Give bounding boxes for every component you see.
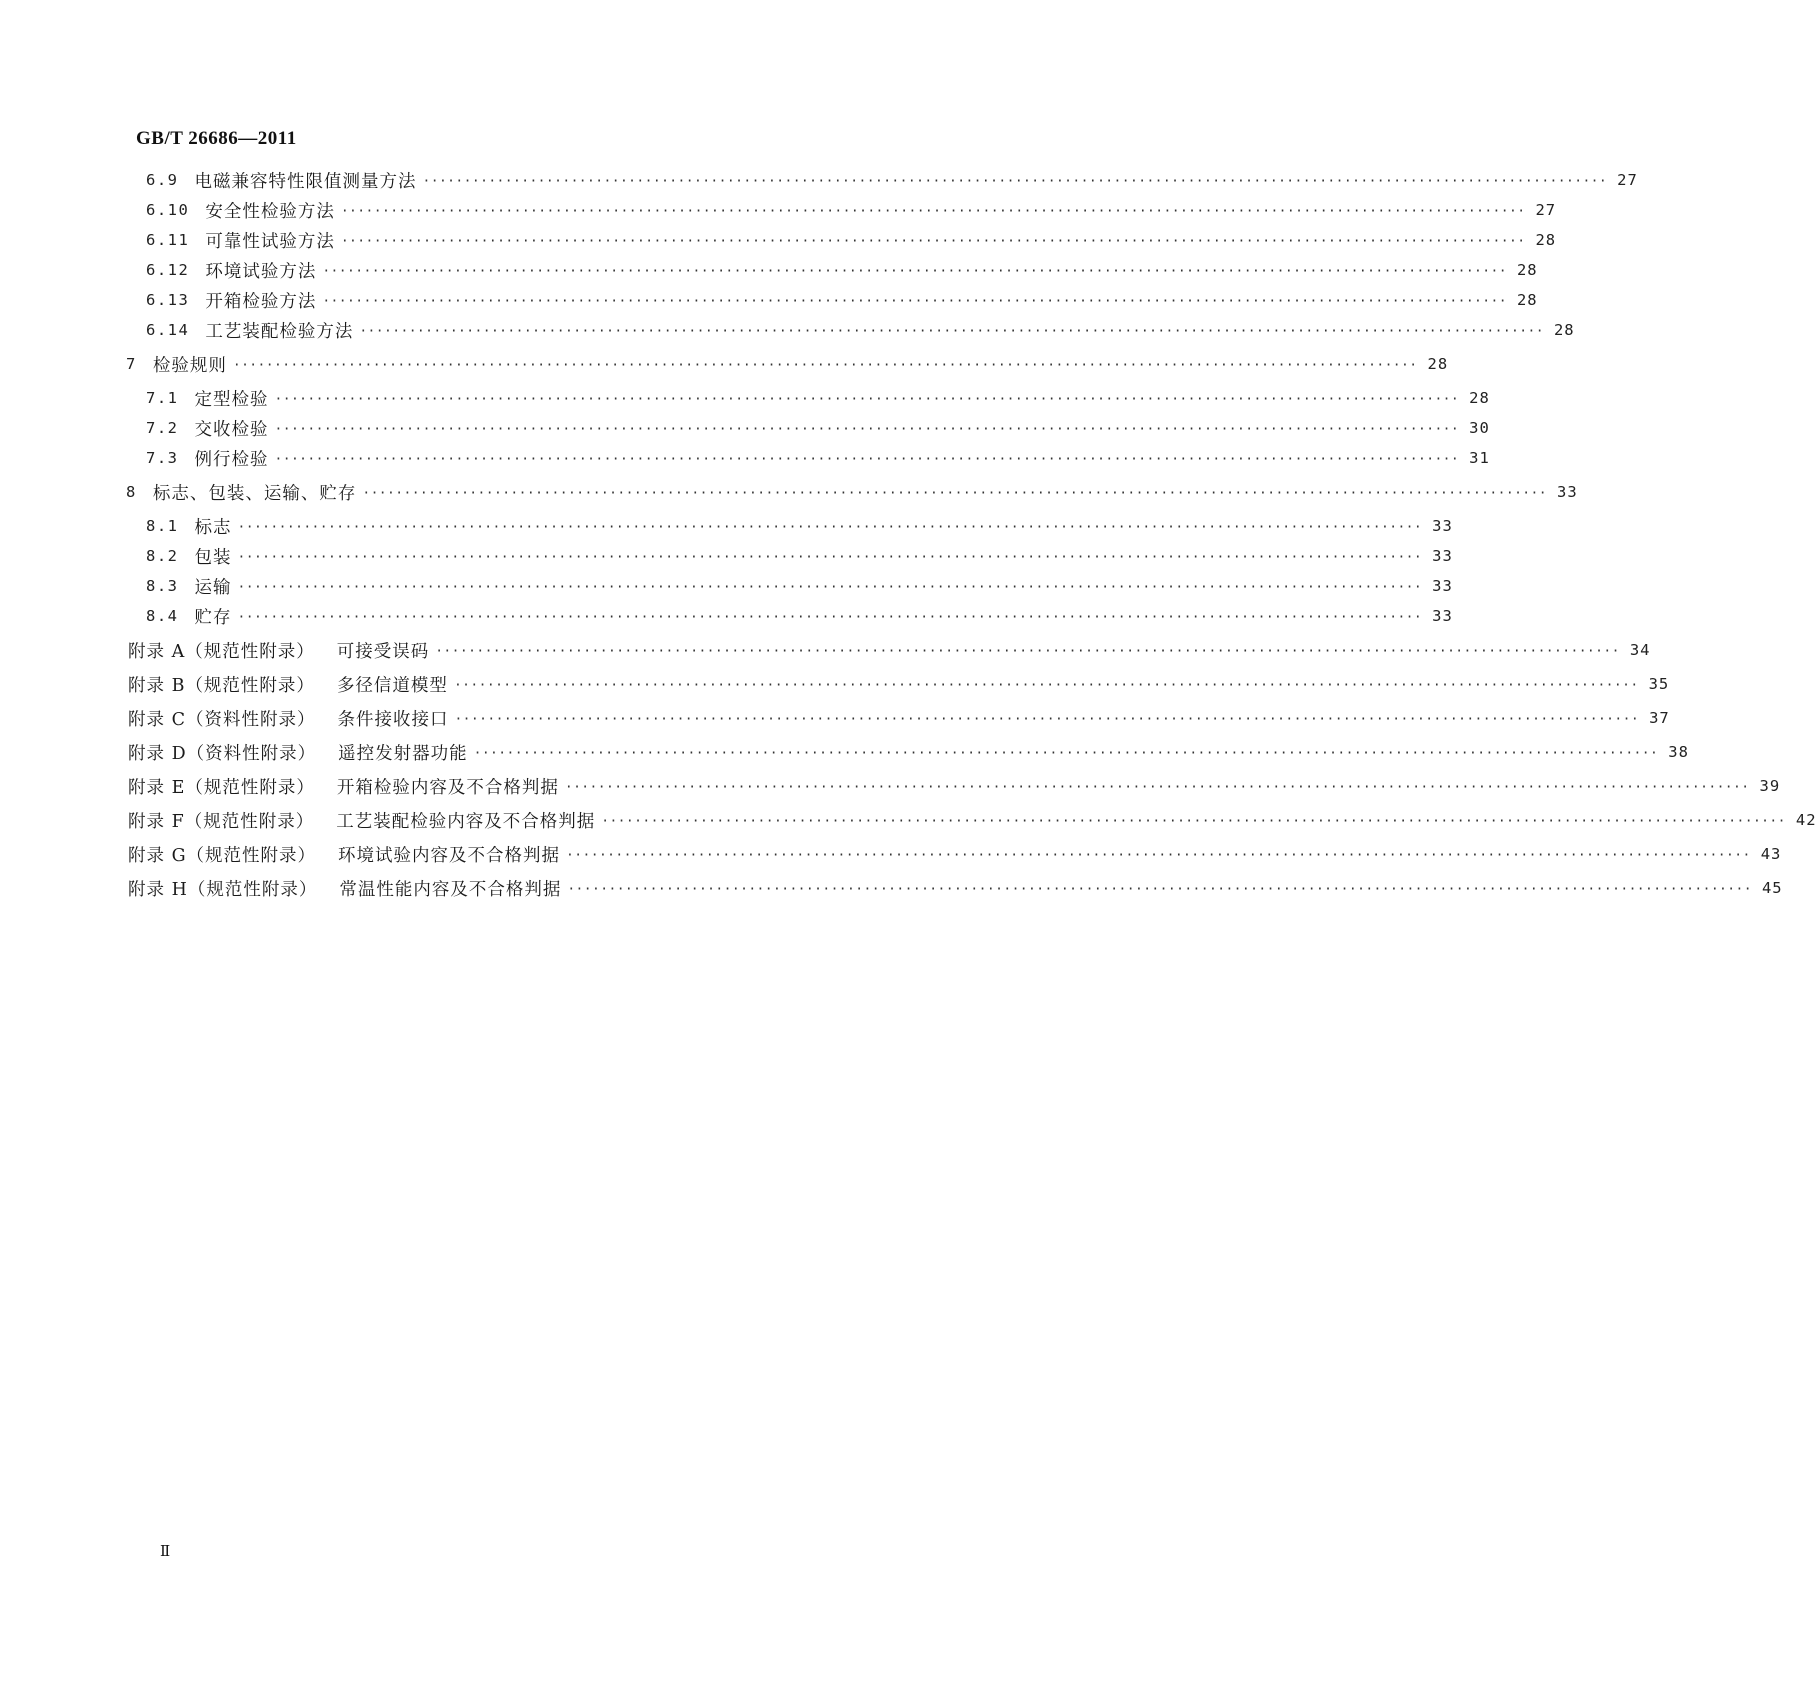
toc-entry-8-4[interactable]: [146, 602, 1453, 630]
dot-leader: ················································································································································: [322, 263, 1507, 279]
toc-entry-number: 8.3: [146, 577, 179, 595]
toc-entry-number: 6.12: [146, 261, 190, 279]
toc-entry-page: 28: [1553, 321, 1575, 339]
toc-entry-number: 7: [126, 355, 137, 373]
dot-leader: ················································································································································: [274, 391, 1460, 407]
toc-entry-6-10[interactable]: [146, 196, 1557, 224]
dot-leader: ················································································································································: [362, 485, 1547, 501]
dot-leader: ················································································································································: [340, 233, 1526, 249]
toc-appendix-e[interactable]: [128, 772, 1781, 800]
toc-entry-page: 33: [1556, 483, 1578, 501]
toc-entry-number: 6.13: [146, 291, 190, 309]
toc-entry-title: 标志、包装、运输、贮存: [152, 483, 357, 504]
dot-leader: ················································································································································: [322, 293, 1507, 309]
dot-leader: ················································································································································: [237, 549, 1423, 565]
dot-leader: ················································································································································: [237, 609, 1423, 625]
toc-entry-number: 7.2: [146, 419, 179, 437]
appendix-label: 附录 G: [128, 845, 187, 866]
dot-leader: ················································································································································: [274, 421, 1460, 437]
dot-leader: ················································································································································: [422, 173, 1608, 189]
toc-entry-title: 例行检验: [194, 449, 269, 470]
toc-entry-number: 8.2: [146, 547, 179, 565]
standard-id-header: GB/T 26686—2011: [136, 128, 297, 149]
toc-entry-number: 6.9: [146, 171, 179, 189]
page-number: Ⅱ: [160, 1542, 171, 1560]
dot-leader: ················································································································································: [473, 745, 1659, 761]
toc-entry-title: 定型检验: [194, 389, 269, 410]
appendix-title: 条件接收接口: [337, 709, 449, 730]
dot-leader: ················································································································································: [567, 881, 1752, 897]
appendix-page: 39: [1759, 777, 1781, 795]
appendix-kind: （规范性附录）: [187, 879, 318, 900]
toc-entry-page: 33: [1432, 547, 1453, 565]
toc-entry-8-2[interactable]: [146, 542, 1453, 570]
toc-entry-8[interactable]: [126, 478, 1578, 506]
toc-entry-page: 33: [1432, 577, 1453, 595]
toc-entry-6-9[interactable]: [146, 166, 1638, 194]
appendix-page: 37: [1649, 709, 1670, 727]
toc-entry-6-11[interactable]: [146, 226, 1557, 254]
dot-leader: ················································································································································: [232, 357, 1418, 373]
toc-appendix-a[interactable]: [128, 636, 1651, 664]
toc-entry-8-1[interactable]: [146, 512, 1453, 540]
toc-entry-number: 7.1: [146, 389, 179, 407]
toc-entry-6-12[interactable]: [146, 256, 1538, 284]
appendix-page: 42: [1795, 811, 1817, 829]
toc-entry-page: 28: [1469, 389, 1490, 407]
toc-appendix-h[interactable]: [128, 874, 1783, 902]
toc-entry-page: 28: [1427, 355, 1449, 373]
dot-leader: ················································································································································: [435, 643, 1620, 659]
dot-leader: ················································································································································: [340, 203, 1526, 219]
toc-entry-6-13[interactable]: [146, 286, 1538, 314]
toc-entry-page: 27: [1617, 171, 1638, 189]
toc-entry-page: 28: [1535, 231, 1557, 249]
toc-entry-page: 28: [1516, 261, 1538, 279]
appendix-title: 可接受误码: [336, 641, 430, 662]
appendix-kind: （资料性附录）: [185, 709, 316, 730]
toc-appendix-c[interactable]: [128, 704, 1670, 732]
appendix-kind: （规范性附录）: [185, 777, 315, 798]
toc-entry-number: 6.11: [146, 231, 190, 249]
dot-leader: ················································································································································: [237, 519, 1423, 535]
toc-entry-title: 工艺装配检验方法: [205, 321, 354, 342]
appendix-title: 开箱检验内容及不合格判据: [336, 777, 559, 798]
appendix-label: 附录 B: [128, 675, 186, 696]
toc-entry-title: 电磁兼容特性限值测量方法: [194, 171, 417, 192]
toc-entry-title: 安全性检验方法: [205, 201, 335, 222]
dot-leader: ················································································································································: [454, 711, 1640, 727]
toc-entry-7[interactable]: [126, 350, 1449, 378]
appendix-label: 附录 H: [128, 879, 188, 900]
toc-entry-number: 6.14: [146, 321, 190, 339]
toc-entry-title: 可靠性试验方法: [205, 231, 335, 252]
toc-entry-title: 包装: [194, 547, 232, 568]
toc-appendix-f[interactable]: [128, 806, 1817, 834]
appendix-title: 常温性能内容及不合格判据: [339, 879, 562, 900]
toc-entry-title: 环境试验方法: [205, 261, 317, 282]
appendix-page: 38: [1668, 743, 1689, 761]
toc-entry-title: 开箱检验方法: [205, 291, 317, 312]
toc-entry-page: 31: [1469, 449, 1490, 467]
dot-leader: ················································································································································: [237, 579, 1423, 595]
toc-entry-title: 运输: [194, 577, 232, 598]
toc-entry-6-14[interactable]: [146, 316, 1575, 344]
toc-entry-7-2[interactable]: [146, 414, 1490, 442]
appendix-kind: （规范性附录）: [186, 845, 317, 866]
appendix-kind: （规范性附录）: [185, 675, 315, 696]
appendix-kind: （资料性附录）: [186, 743, 317, 764]
toc-entry-number: 7.3: [146, 449, 179, 467]
toc-appendix-b[interactable]: [128, 670, 1670, 698]
toc-entry-title: 标志: [194, 517, 232, 538]
appendix-title: 遥控发射器功能: [338, 743, 468, 764]
dot-leader: ················································································································································: [274, 451, 1460, 467]
toc-entry-number: 6.10: [146, 201, 190, 219]
toc-entry-title: 检验规则: [152, 355, 227, 376]
toc-entry-number: 8: [126, 483, 137, 501]
dot-leader: ················································································································································: [359, 323, 1544, 339]
appendix-title: 环境试验内容及不合格判据: [338, 845, 561, 866]
appendix-label: 附录 D: [128, 743, 187, 764]
appendix-page: 34: [1629, 641, 1651, 659]
dot-leader: ················································································································································: [601, 813, 1786, 829]
appendix-label: 附录 E: [128, 777, 186, 798]
appendix-title: 多径信道模型: [336, 675, 448, 696]
toc-entry-number: 8.1: [146, 517, 179, 535]
toc-entry-page: 27: [1535, 201, 1557, 219]
toc-entry-7-3[interactable]: [146, 444, 1490, 472]
appendix-title: 工艺装配检验内容及不合格判据: [336, 811, 596, 832]
toc-appendix-g[interactable]: [128, 840, 1782, 868]
appendix-kind: （规范性附录）: [185, 641, 315, 662]
toc-entry-page: 28: [1516, 291, 1538, 309]
appendix-page: 35: [1648, 675, 1670, 693]
toc-appendix-d[interactable]: [128, 738, 1689, 766]
toc-entry-7-1[interactable]: [146, 384, 1490, 412]
dot-leader: ················································································································································: [566, 847, 1751, 863]
dot-leader: ················································································································································: [453, 677, 1639, 693]
appendix-kind: （规范性附录）: [184, 811, 315, 832]
dot-leader: ················································································································································: [564, 779, 1750, 795]
appendix-label: 附录 C: [128, 709, 186, 730]
appendix-label: 附录 F: [128, 811, 185, 832]
toc-entry-title: 贮存: [194, 607, 232, 628]
appendix-page: 45: [1761, 879, 1783, 897]
appendix-page: 43: [1760, 845, 1782, 863]
toc-entry-page: 30: [1469, 419, 1490, 437]
appendix-label: 附录 A: [128, 641, 186, 662]
toc-entry-title: 交收检验: [194, 419, 269, 440]
toc-entry-page: 33: [1432, 517, 1453, 535]
toc-entry-8-3[interactable]: [146, 572, 1453, 600]
toc-entry-number: 8.4: [146, 607, 179, 625]
toc-entry-page: 33: [1432, 607, 1453, 625]
